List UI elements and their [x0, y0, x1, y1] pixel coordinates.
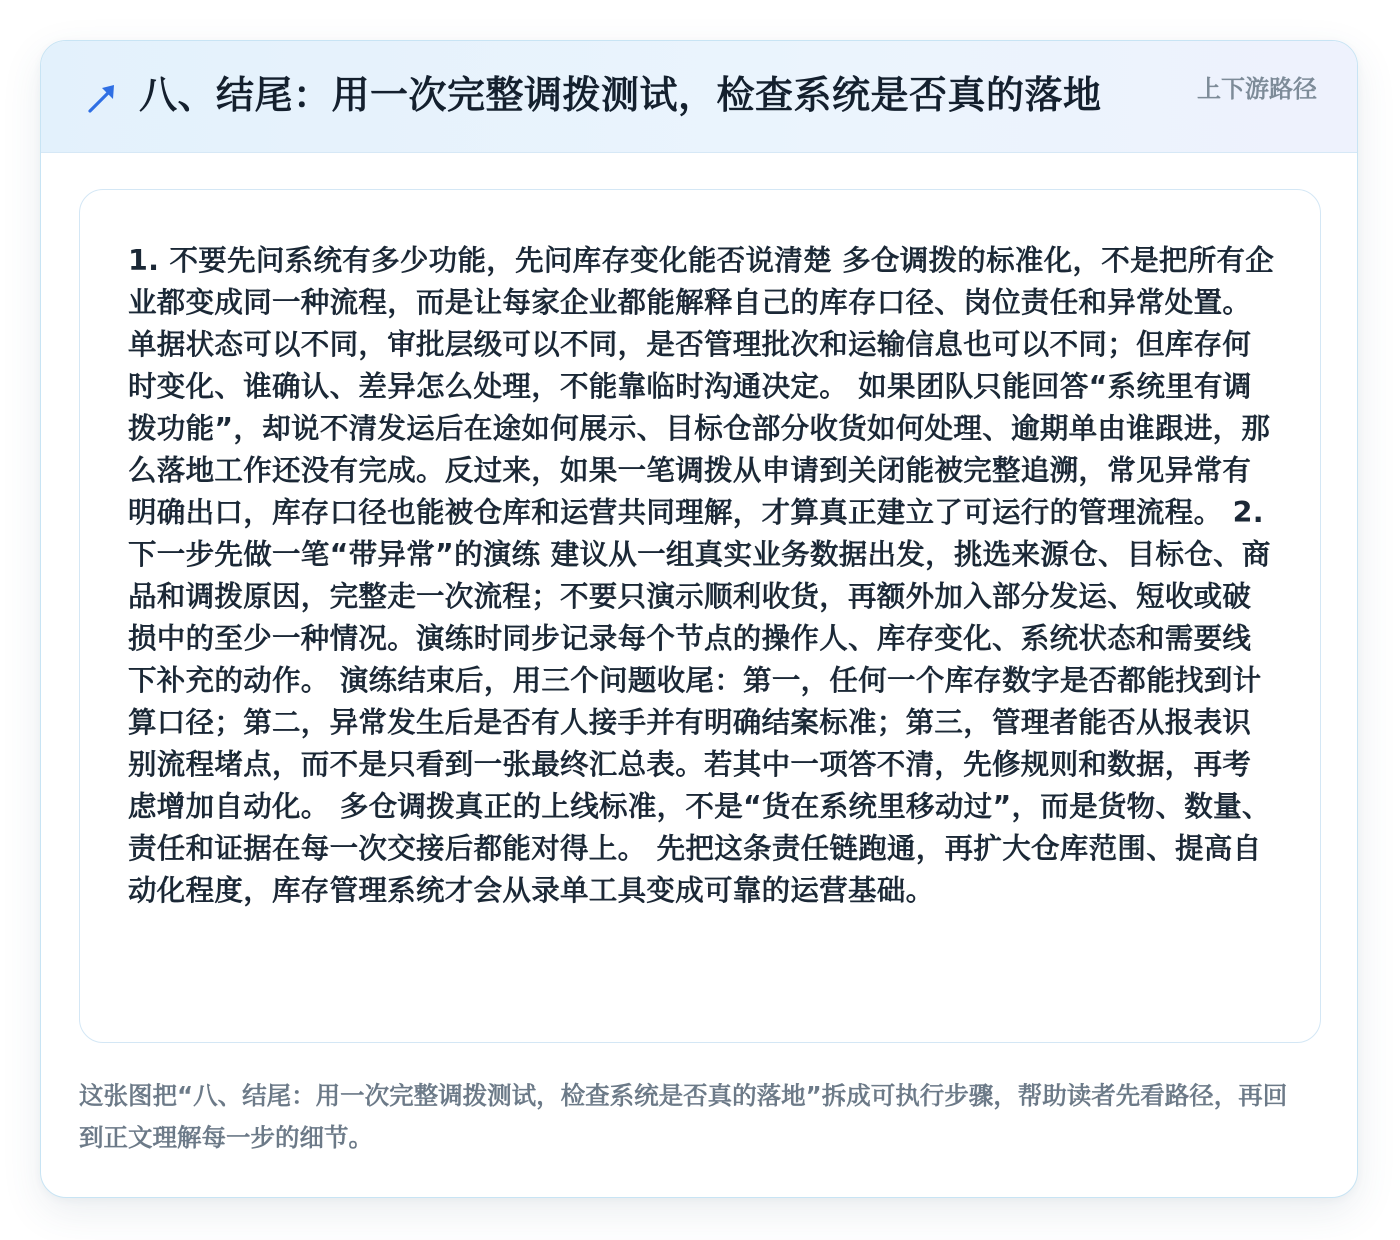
content-panel	[79, 189, 1321, 1043]
section-tag: 上下游路径	[1197, 75, 1317, 103]
figure-caption: 这张图把“八、结尾：用一次完整调拨测试，检查系统是否真的落地”拆成可执行步骤，帮助读者先看路径，再回到正文理解每一步的细节。	[79, 1081, 1288, 1152]
article-card	[40, 40, 1358, 1198]
section-title: 八、结尾：用一次完整调拨测试，检查系统是否真的落地	[139, 73, 1102, 117]
body-text: 1. 不要先问系统有多少功能，先问库存变化能否说清楚 多仓调拨的标准化，不是把所有企业都变成同一种流程，而是让每家企业都能解释自己的库存口径、岗位责任和异常处置。单据状态可以不同，审批层级可以不同，是否管理批次和运输信息也可以不同；但库存何时变化、谁确认、差异怎么处理，不能靠临时沟通决定。 如果团队只能回答“系统里有调拨功能”，却说不清发运后在途如何展示、目标仓部分收货如何处理、逾期单由谁跟进，那么落地工作还没有完成。反过来，如果一笔调拨从申请到关闭能被完整追溯，常见异常有明确出口，库存口径也能被仓库和运营共同理解，才算真正建立了可运行的管理流程。 2. 下一步先做一笔“带异常”的演练 建议从一组真实业务数据出发，挑选来源仓、目标仓、商品和调拨原因，完整走一次流程；不要只演示顺利收货，再额外加入部分发运、短收或破损中的至少一种情况。演练时同步记录每个节点的操作人、库存变化、系统状态和需要线下补充的动作。 演练结束后，用三个问题收尾：第一，任何一个库存数字是否都能找到计算口径；第二，异常发生后是否有人接手并有明确结案标准；第三，管理者能否从报表识别流程堵点，而不是只看到一张最终汇总表。若其中一项答不清，先修规则和数据，再考虑增加自动化。 多仓调拨真正的上线标准，不是“货在系统里移动过”，而是货物、数量、责任和证据在每一次交接后都能对得上。 先把这条责任链跑通，再扩大仓库范围、提高自动化程度，库存管理系统才会从录单工具变成可靠的运营基础。	[128, 244, 1275, 907]
arrow-up-right-icon	[85, 77, 119, 117]
card-header	[41, 41, 1357, 153]
